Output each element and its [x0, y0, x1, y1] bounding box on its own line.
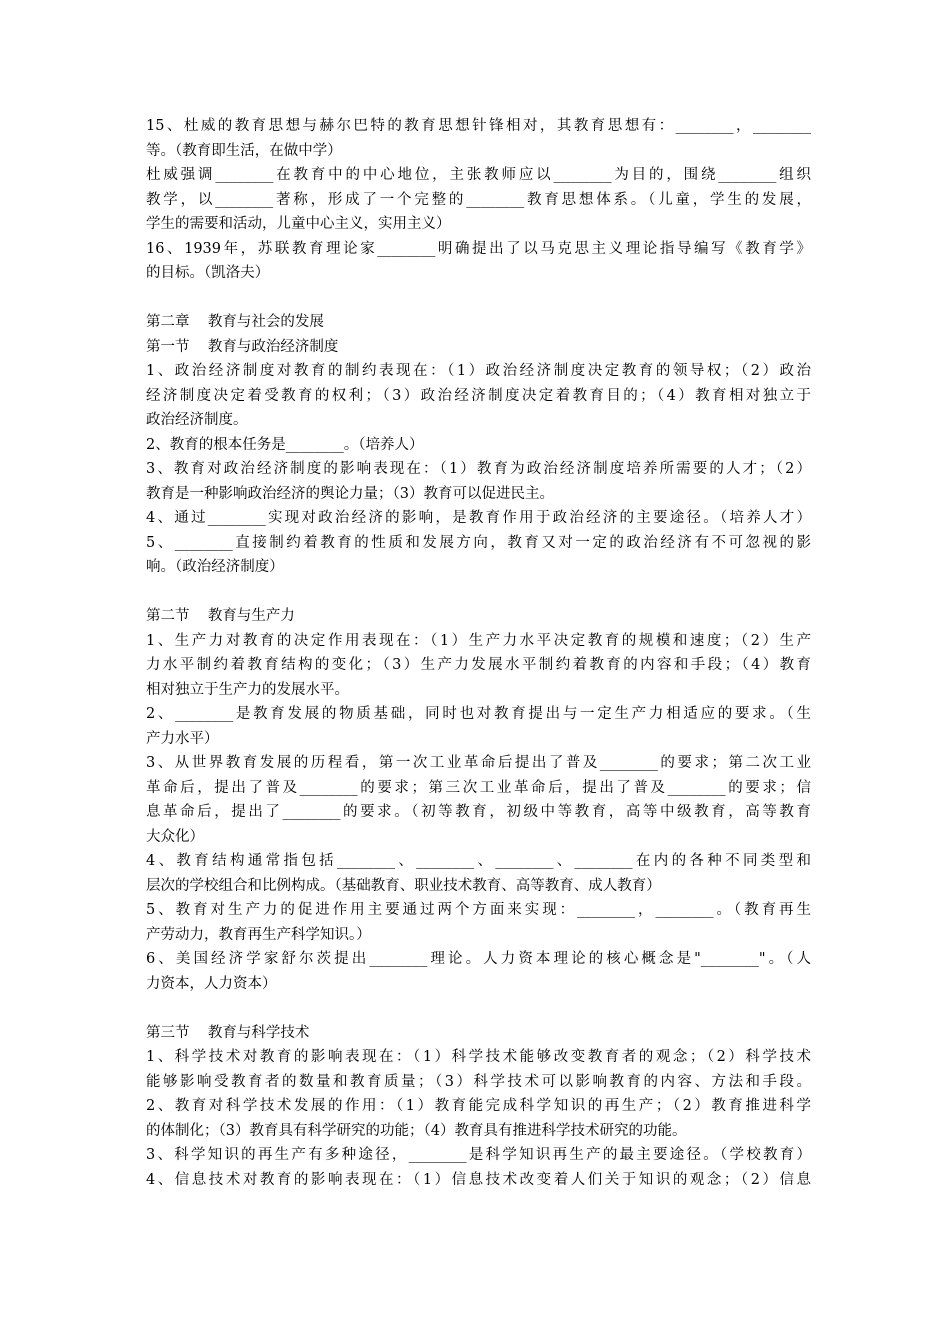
text-line: 的目标。（凯洛夫） — [146, 265, 270, 281]
text-line: 3、科学知识的再生产有多种途径，________是科学知识再生产的最主要途径。（学校教育） — [146, 1147, 811, 1163]
text-line: 4、教育结构通常指包括________、________、________、________在内的各种不同类型和 — [146, 853, 811, 869]
text-line: 力资本，人力资本） — [146, 975, 277, 992]
text-line: 相对独立于生产力的发展水平。 — [146, 681, 349, 698]
text-line: 6、美国经济学家舒尔茨提出________理论。人力资本理论的核心概念是"________"。（人 — [146, 951, 811, 967]
text-line: 息革命后，提出了________的要求。（初等教育，初级中等教育，高等中级教育，高等教育 — [146, 804, 811, 820]
text-line: 学生的需要和活动，儿童中心主义，实用主义） — [146, 216, 451, 232]
text-line: 能够影响受教育者的数量和教育质量；（3）科学技术可以影响教育的内容、方法和手段。 — [146, 1073, 811, 1090]
text-line: 层次的学校组合和比例构成。（基础教育、职业技术教育、高等教育、成人教育） — [146, 877, 661, 894]
text-line: 4、通过________实现对政治经济的影响，是教育作用于政治经济的主要途径。（培养人才） — [146, 510, 811, 526]
text-line: 的体制化；（3）教育具有科学研究的功能；（4）教育具有推进科学技术研究的功能。 — [146, 1122, 687, 1139]
text-line: 教育是一种影响政治经济的舆论力量；（3）教育可以促进民主。 — [146, 485, 554, 502]
text-line: 第三节 教育与科学技术 — [146, 1024, 310, 1041]
text-line: 产力水平） — [146, 730, 219, 747]
text-line: 2、教育的根本任务是________。（培养人） — [146, 436, 424, 453]
paragraph-gap — [146, 996, 950, 1021]
text-line: 5、________直接制约着教育的性质和发展方向，教育又对一定的政治经济有不可忽视的影 — [146, 534, 811, 551]
text-line: 3、教育对政治经济制度的影响表现在：（1）教育为政治经济制度培养所需要的人才；（2） — [146, 461, 811, 477]
text-line: 教学，以________著称，形成了一个完整的________教育思想体系。（儿童，学生的发展， — [146, 191, 811, 208]
text-line: 2、教育对科学技术发展的作用：（1）教育能完成科学知识的再生产；（2）教育推进科学 — [146, 1098, 811, 1114]
text-line: 1、生产力对教育的决定作用表现在：（1）生产力水平决定教育的规模和速度；（2）生产 — [146, 632, 811, 649]
text-line: 2、________是教育发展的物质基础，同时也对教育提出与一定生产力相适应的要求。（生 — [146, 706, 811, 722]
text-line: 15、杜威的教育思想与赫尔巴特的教育思想针锋相对，其教育思想有：________，________ — [146, 118, 811, 134]
text-line: 产劳动力，教育再生产科学知识。） — [146, 926, 371, 943]
text-line: 第二节 教育与生产力 — [146, 608, 295, 624]
text-line: 经济制度决定着受教育的权利；（3）政治经济制度决定着教育目的；（4）教育相对独立于 — [146, 387, 811, 404]
text-line: 3、从世界教育发展的历程看，第一次工业革命后提出了普及________的要求；第二次工业 — [146, 755, 811, 771]
text-line: 5、教育对生产力的促进作用主要通过两个方面来实现：________，________。（教育再生 — [146, 902, 811, 918]
text-line: 16、1939年，苏联教育理论家________明确提出了以马克思主义理论指导编写《教育学》 — [146, 240, 811, 257]
text-line: 等。（教育即生活，在做中学） — [146, 142, 342, 159]
text-line: 政治经济制度。 — [146, 412, 248, 428]
paragraph-gap — [146, 580, 950, 605]
text-line: 1、政治经济制度对教育的制约表现在：（1）政治经济制度决定教育的领导权；（2）政治 — [146, 363, 811, 379]
text-line: 大众化） — [146, 828, 204, 845]
text-line: 第二章 教育与社会的发展 — [146, 314, 324, 330]
text-line: 4、信息技术对教育的影响表现在：（1）信息技术改变着人们关于知识的观念；（2）信息 — [146, 1171, 811, 1188]
text-line: 革命后，提出了普及________的要求；第三次工业革命后，提出了普及________的要求；信 — [146, 779, 811, 796]
text-line: 响。（政治经济制度） — [146, 559, 284, 575]
text-line: 1、科学技术对教育的影响表现在：（1）科学技术能够改变教育者的观念；（2）科学技术 — [146, 1049, 811, 1065]
text-line: 力水平制约着教育结构的变化；（3）生产力发展水平制约着教育的内容和手段；（4）教育 — [146, 657, 811, 673]
text-line: 杜威强调________在教育中的中心地位，主张教师应以________为目的，围绕________组织 — [146, 167, 811, 183]
paragraph-gap — [146, 286, 950, 311]
text-line: 第一节 教育与政治经济制度 — [146, 338, 339, 355]
